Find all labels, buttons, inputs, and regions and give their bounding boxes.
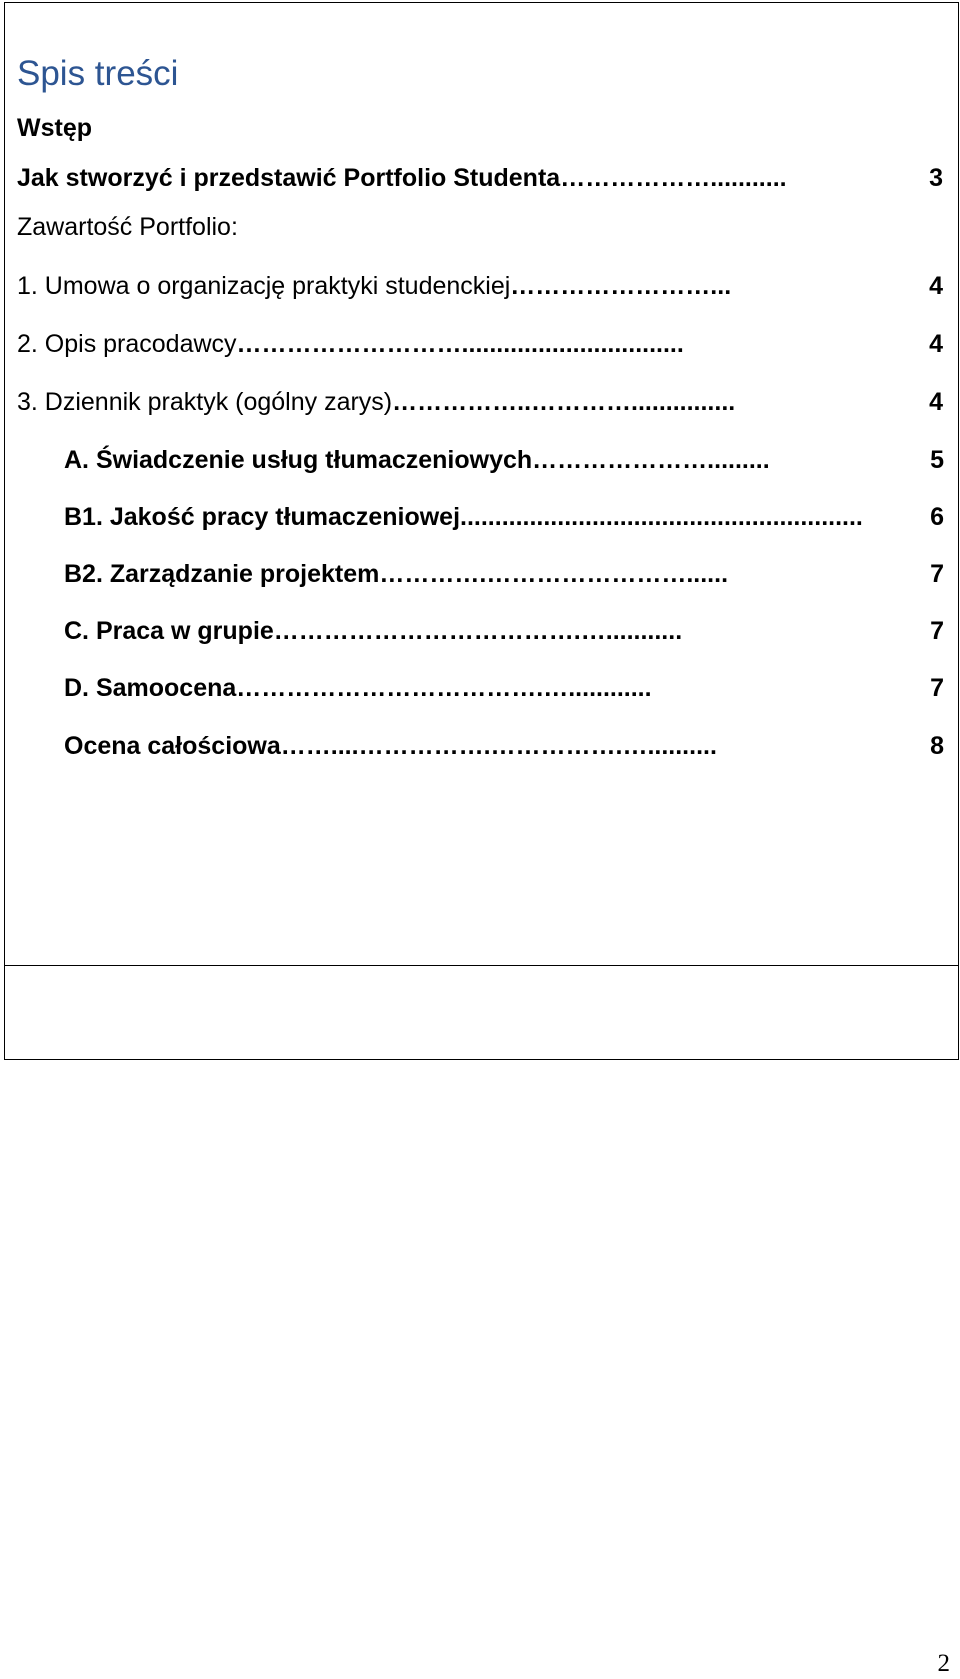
toc-leader: ……....…………….…………….….......... <box>280 734 717 759</box>
toc-page: 3 <box>929 164 943 192</box>
toc-leader: ……………………………….…............ <box>236 676 652 701</box>
toc-leader: …………………......... <box>532 448 770 473</box>
toc-entry <box>64 734 944 764</box>
toc-label: 2. Opis pracodawcy <box>17 330 237 358</box>
toc-page: 7 <box>930 560 944 588</box>
toc-entry <box>17 332 943 362</box>
toc-leader: ……………………... <box>510 274 732 299</box>
toc-label: C. Praca w grupie <box>64 617 274 645</box>
page-title: Spis treści <box>17 54 179 93</box>
toc-page: 4 <box>929 330 943 358</box>
toc-leader: ………….……………………...... <box>379 562 729 587</box>
frame-divider <box>5 965 958 966</box>
toc-entry-portfolio <box>17 166 943 196</box>
toc-label: 1. Umowa o organizację praktyki studenckiej <box>17 272 511 300</box>
toc-page: 5 <box>930 446 944 474</box>
toc-page: 4 <box>929 388 943 416</box>
toc-page: 7 <box>930 617 944 645</box>
toc-entry <box>17 390 943 420</box>
toc-page: 4 <box>929 272 943 300</box>
toc-leader: .......................................................... <box>460 505 863 530</box>
toc-page: 6 <box>930 503 944 531</box>
toc-label: Jak stworzyć i przedstawić Portfolio Studenta <box>17 164 561 192</box>
toc-entry <box>17 274 943 304</box>
toc-label: 3. Dziennik praktyk (ogólny zarys) <box>17 388 393 416</box>
toc-entry <box>64 676 944 706</box>
toc-leader: ………………........... <box>560 166 787 191</box>
toc-entry <box>64 562 944 592</box>
contents-label: Zawartość Portfolio: <box>17 213 238 241</box>
toc-entry <box>64 448 944 478</box>
toc-label: Ocena całościowa <box>64 732 281 760</box>
intro-label: Wstęp <box>17 114 92 142</box>
toc-page: 8 <box>930 732 944 760</box>
toc-page: 7 <box>930 674 944 702</box>
toc-leader: ………………………................................ <box>236 332 684 357</box>
toc-label: A. Świadczenie usług tłumaczeniowych <box>64 446 533 474</box>
toc-leader: ……………..…………............... <box>392 390 736 415</box>
toc-label: B1. Jakość pracy tłumaczeniowej <box>64 503 461 531</box>
toc-leader: ……………………………….…........... <box>273 619 683 644</box>
toc-label: D. Samoocena <box>64 674 237 702</box>
toc-entry <box>64 619 944 649</box>
toc-label: B2. Zarządzanie projektem <box>64 560 380 588</box>
toc-entry <box>64 505 944 535</box>
page-number: 2 <box>937 1650 950 1677</box>
